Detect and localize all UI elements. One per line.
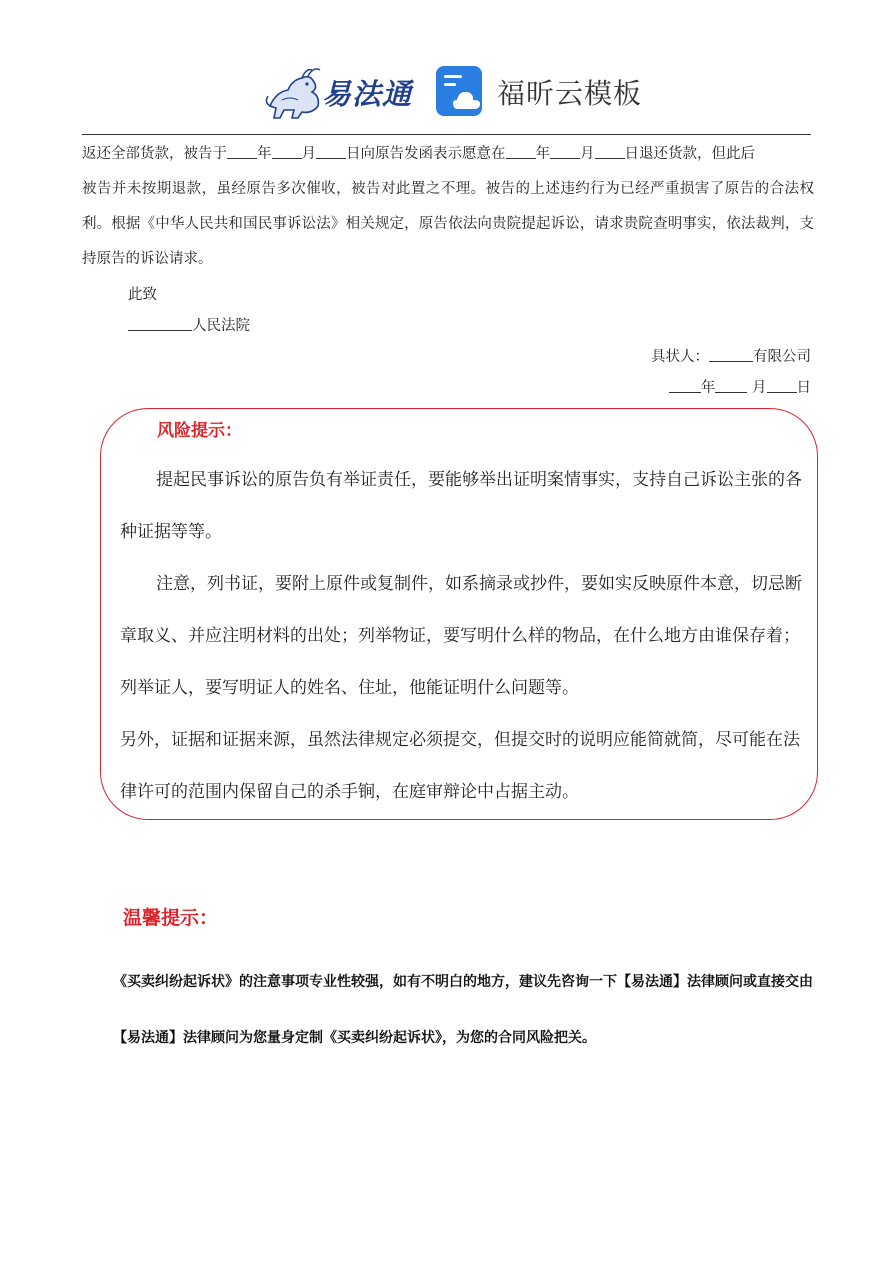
page-header — [0, 58, 893, 128]
warm-tip-text: 《买卖纠纷起诉状》的注意事项专业性较强，如有不明白的地方，建议先咨询一下【易法通】法律顾问或直接交由【易法通】法律顾问为您量身定制《买卖纠纷起诉状》，为您的合同风险把关。 — [113, 974, 813, 1046]
court-line: 人民法院 — [128, 314, 250, 335]
signer-line: 具状人： 有限公司 — [651, 349, 811, 365]
risk-title: 风险提示： — [157, 421, 242, 441]
warm-tip-title: 温馨提示： — [123, 907, 219, 929]
header-divider — [82, 134, 811, 135]
complaint-paragraph: 返还全部货款，被告于 年 月 日向原告发函表示愿意在 年 月 日退还货款，但此后 被告并未按期退款，虽经原告多次催收，被告对此置之不理。被告的上述违约行为已经严重损害了原告的合法权利。根据《中华人民共和国民事诉讼法》相关规定，原告依法向贵院提起诉讼，请求贵院查明事实，依法裁判，支持原告的诉讼请求。 — [82, 146, 814, 267]
salutation: 此致 — [128, 287, 157, 303]
yifatong-logo-text: 易法通 — [322, 77, 413, 111]
foxit-cloud-icon — [436, 66, 486, 116]
risk-paragraph-2: 注意，列书证，要附上原件或复制件，如系摘录或抄件，要如实反映原件本意，切忌断章取义、并应注明材料的出处；列举物证，要写明什么样的物品，在什么地方由谁保存着；列举证人，要写明证人的姓名、住址，他能证明什么问题等。 — [120, 574, 802, 698]
risk-paragraph-3: 另外，证据和证据来源，虽然法律规定必须提交，但提交时的说明应能简就简，尽可能在法律许可的范围内保留自己的杀手锏，在庭审辩论中占据主动。 — [120, 730, 800, 802]
date-line: 年 月 日 — [669, 376, 811, 397]
foxit-logo-text: 福昕云模板 — [497, 77, 643, 110]
risk-paragraph-1: 提起民事诉讼的原告负有举证责任，要能够举出证明案情事实，支持自己诉讼主张的各种证据等等。 — [120, 470, 802, 542]
